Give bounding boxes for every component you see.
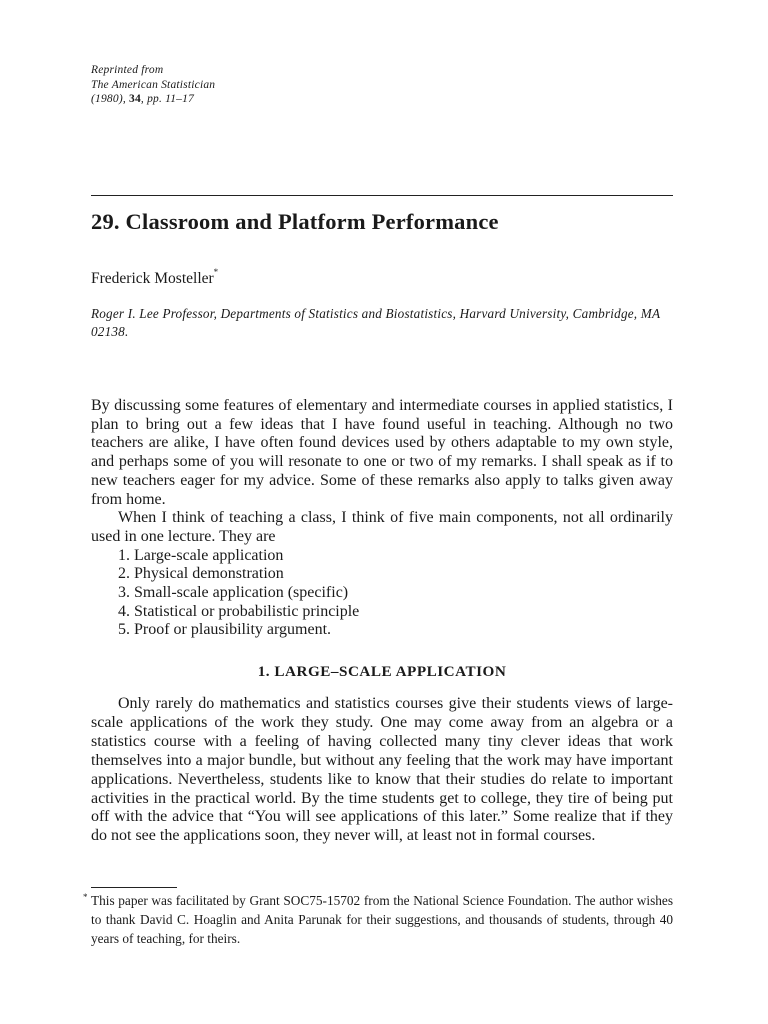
- section-heading: 1. LARGE–SCALE APPLICATION: [257, 663, 507, 680]
- article-title: 29. Classroom and Platform Performance: [91, 209, 499, 234]
- footnote-mark: *: [83, 892, 88, 902]
- list-item: 3. Small-scale application (specific): [118, 584, 349, 602]
- title-rule: [91, 195, 673, 196]
- footnote-rule: [91, 887, 177, 888]
- footnote-paragraph: [83, 891, 673, 948]
- intro-paragraph-1: By discussing some features of elementary and intermediate courses in applied statistics, I plan to bring out a few ideas that I have found useful in teaching. Although no two teachers are alike, I have often found devices used by others adaptable to my own style, and perhaps some of you will resonate to one or two of my remarks. I shall speak as if to new teachers eager for my advice. Some of these remarks also apply to talks given away from home.: [91, 397, 673, 508]
- reprint-notice: [91, 63, 215, 107]
- list-item: 2. Physical demonstration: [118, 565, 284, 583]
- reprint-line-1: Reprinted from: [91, 64, 164, 76]
- author-name: [91, 269, 218, 288]
- author-name-text: Frederick Mosteller: [91, 270, 214, 288]
- reprint-journal: The American Statistician: [91, 78, 216, 91]
- reprint-citation: [91, 92, 215, 107]
- reprint-year: (1980),: [91, 93, 130, 105]
- footnote-text: This paper was facilitated by Grant SOC75-15702 from the National Science Foundation. The author wishes to thank David C. Hoaglin and Anita Parunak for their suggestions, and thousands of students, through 40 years of teaching, for theirs.: [91, 893, 673, 946]
- list-item: 4. Statistical or probabilistic principle: [118, 602, 360, 620]
- article-page: [83, 0, 673, 1024]
- reprint-volume: 34: [129, 93, 141, 105]
- author-affiliation: Roger I. Lee Professor, Departments of Statistics and Biostatistics, Harvard University, Cambridge, MA 02138.: [91, 306, 660, 339]
- section-paragraph-1: Only rarely do mathematics and statistics courses give their students views of large-scale applications of the work they study. One may come away from an algebra or a statistics course with a feeling of having collected many tiny clever ideas that work themselves into a major bundle, but without any feeling that the work may have important applications. Nevertheless, students like to know that their studies do relate to important activities in the practical world. By the time students get to college, they tire of being put off with the advice that “You will see applications of this later.” Some realize that if they do not see the applications soon, they never will, at least not in formal courses.: [91, 695, 673, 845]
- author-footnote-mark: *: [213, 267, 219, 277]
- intro-section: [91, 397, 673, 640]
- list-item: 1. Large-scale application: [118, 546, 284, 564]
- list-item: 5. Proof or plausibility argument.: [118, 621, 332, 639]
- reprint-pages: , pp. 11–17: [140, 93, 195, 105]
- components-list: [91, 547, 673, 641]
- intro-paragraph-2: When I think of teaching a class, I think of five main components, not all ordinarily used in one lecture. They are: [91, 509, 673, 545]
- footnote: [83, 891, 673, 948]
- section-body: [91, 695, 673, 846]
